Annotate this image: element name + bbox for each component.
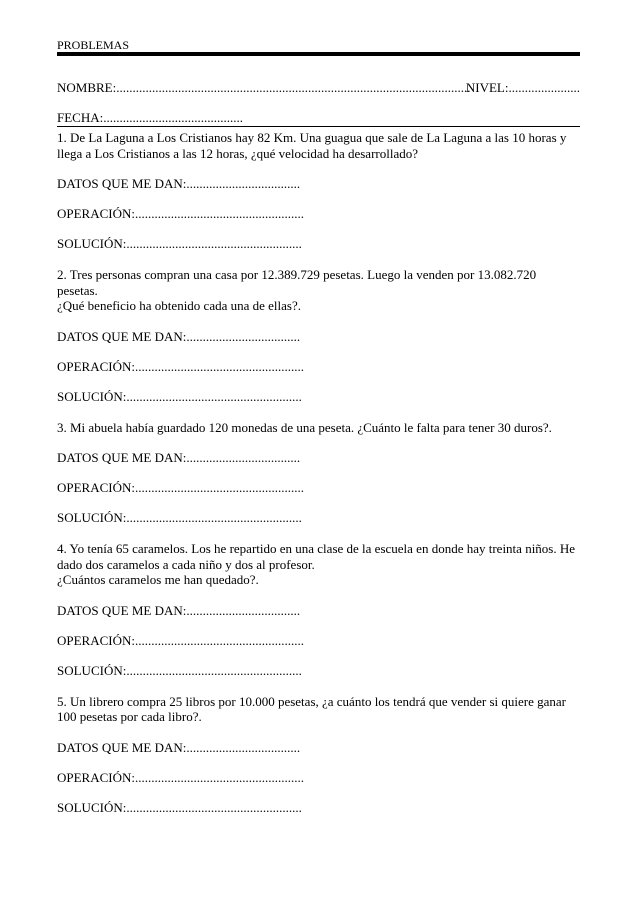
problem-statement-line: dado dos caramelos a cada niño y dos al profesor. bbox=[57, 556, 315, 572]
given-data-field[interactable]: DATOS QUE ME DAN:................................... bbox=[57, 450, 301, 465]
spacer bbox=[57, 755, 580, 770]
spacer bbox=[57, 588, 580, 603]
operation-field[interactable]: OPERACIÓN:.................................................... bbox=[57, 769, 305, 785]
spacer bbox=[57, 221, 580, 236]
worksheet-page bbox=[57, 0, 580, 903]
spacer bbox=[57, 251, 580, 267]
problem-statement bbox=[57, 130, 580, 161]
problem-statement-line: 1. De La Laguna a Los Cristianos hay 82 Km. Una guagua que sale de La Laguna a las 10 horas y bbox=[57, 130, 567, 145]
solution-field[interactable]: SOLUCIÓN:...................................................... bbox=[57, 236, 302, 251]
solution-field[interactable]: SOLUCIÓN:...................................................... bbox=[57, 799, 302, 815]
spacer bbox=[57, 344, 580, 359]
problem-statement-line: ¿Qué beneficio ha obtenido cada una de ellas?. bbox=[57, 298, 301, 313]
spacer bbox=[57, 525, 580, 541]
problem-statement-line: 3. Mi abuela había guardado 120 monedas de una peseta. ¿Cuánto le falta para tener 30 duros?. bbox=[57, 419, 552, 435]
spacer bbox=[57, 495, 580, 510]
given-data-field[interactable]: DATOS QUE ME DAN:................................... bbox=[57, 739, 301, 755]
page-header-title: PROBLEMAS bbox=[57, 38, 130, 52]
spacer bbox=[57, 191, 580, 206]
operation-field[interactable]: OPERACIÓN:.................................................... bbox=[57, 480, 305, 495]
problem-statement bbox=[57, 267, 580, 314]
problem-item bbox=[57, 420, 580, 542]
solution-field[interactable]: SOLUCIÓN:...................................................... bbox=[57, 510, 302, 525]
spacer bbox=[57, 435, 580, 450]
problem-statement bbox=[57, 420, 580, 436]
operation-field[interactable]: OPERACIÓN:.................................................... bbox=[57, 358, 305, 374]
problem-item bbox=[57, 694, 580, 815]
problem-item bbox=[57, 130, 580, 267]
spacer bbox=[57, 648, 580, 663]
problem-statement bbox=[57, 541, 580, 588]
spacer bbox=[57, 404, 580, 420]
problem-statement-line: 4. Yo tenía 65 caramelos. Los he repartido en una clase de la escuela en donde hay treinta niños. He bbox=[57, 541, 576, 556]
spacer bbox=[57, 161, 580, 176]
problem-statement-line: 100 pesetas por cada libro?. bbox=[57, 709, 202, 724]
header-divider bbox=[57, 52, 580, 56]
name-level-row bbox=[57, 80, 580, 95]
problem-statement-line: llega a Los Cristianos a las 12 horas, ¿qué velocidad ha desarrollado? bbox=[57, 145, 418, 161]
problem-statement-line: 5. Un librero compra 25 libros por 10.000 pesetas, ¿a cuánto los tendrá que vender si quiere ganar bbox=[57, 693, 567, 709]
spacer bbox=[57, 374, 580, 389]
problem-statement-line: 2. Tres personas compran una casa por 12.389.729 pesetas. Luego la venden por 13.082.720 pesetas. bbox=[57, 267, 537, 298]
problem-statement bbox=[57, 694, 580, 725]
problem-item bbox=[57, 541, 580, 694]
problem-statement-line: ¿Cuántos caramelos me han quedado?. bbox=[57, 572, 259, 587]
spacer bbox=[57, 618, 580, 633]
level-field[interactable]: NIVEL:...................... bbox=[465, 80, 580, 95]
operation-field[interactable]: OPERACIÓN:.................................................... bbox=[57, 206, 305, 221]
spacer bbox=[57, 785, 580, 800]
solution-field[interactable]: SOLUCIÓN:...................................................... bbox=[57, 388, 302, 404]
given-data-field[interactable]: DATOS QUE ME DAN:................................... bbox=[57, 602, 301, 618]
problem-list bbox=[57, 130, 580, 815]
given-data-field[interactable]: DATOS QUE ME DAN:................................... bbox=[57, 176, 301, 191]
given-data-field[interactable]: DATOS QUE ME DAN:................................... bbox=[57, 328, 301, 344]
solution-field[interactable]: SOLUCIÓN:...................................................... bbox=[57, 662, 302, 678]
spacer bbox=[57, 465, 580, 480]
operation-field[interactable]: OPERACIÓN:.................................................... bbox=[57, 632, 305, 648]
name-field[interactable]: NOMBRE:............................................................................................................. bbox=[57, 80, 471, 95]
spacer bbox=[57, 314, 580, 329]
spacer bbox=[57, 725, 580, 740]
date-field[interactable]: FECHA:........................................... bbox=[57, 110, 243, 125]
spacer bbox=[57, 678, 580, 694]
problem-item bbox=[57, 267, 580, 420]
section-divider bbox=[57, 126, 580, 127]
